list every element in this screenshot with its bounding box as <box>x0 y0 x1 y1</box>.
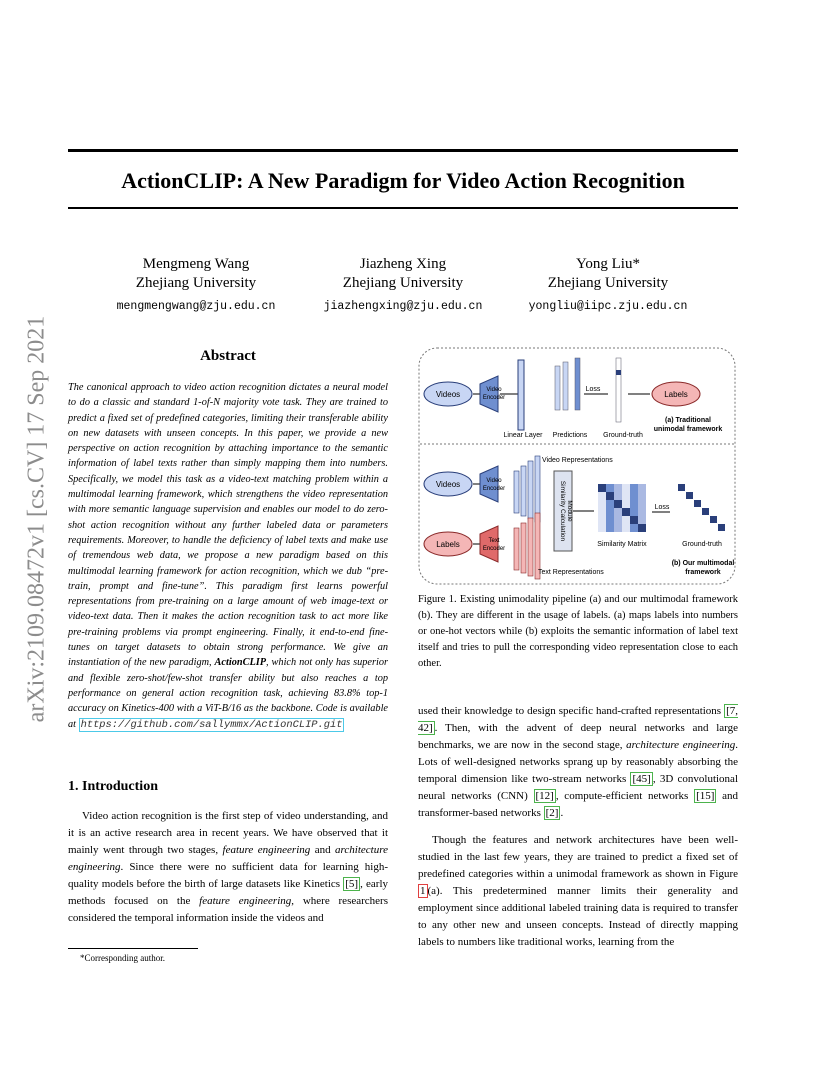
similarity-cell <box>614 524 622 532</box>
similarity-matrix-label: Similarity Matrix <box>597 541 647 548</box>
arxiv-id: arXiv:2109.08472v1 [cs.CV] 17 Sep 2021 <box>23 315 50 723</box>
author-affiliation: Zhejiang University <box>342 275 464 291</box>
abstract-text <box>68 380 388 733</box>
emphasis: feature engineering <box>222 844 311 856</box>
similarity-cell <box>630 508 638 516</box>
ground-truth-cell <box>718 484 725 491</box>
ground-truth-cell <box>702 484 709 491</box>
author-name: Jiazheng Xing <box>359 256 447 272</box>
text-representations-bars <box>514 513 540 579</box>
linear-layer <box>518 360 524 430</box>
videos-label: Videos <box>435 390 461 399</box>
encoder-label: Text <box>488 538 500 544</box>
predictions-label: Predictions <box>552 432 588 439</box>
ground-truth-cell <box>678 524 685 531</box>
emphasis: feature engineering <box>199 895 292 907</box>
ground-truth-cell <box>702 516 709 523</box>
author-2 <box>303 255 503 316</box>
video-encoder-a <box>480 376 498 412</box>
ground-truth-label: Ground-truth <box>603 432 643 439</box>
similarity-cell <box>622 516 630 524</box>
similarity-cell <box>638 524 646 532</box>
similarity-cell <box>598 492 606 500</box>
similarity-cell <box>638 500 646 508</box>
intro-text: , where researchers considered the temporal information inside the videos and <box>68 895 388 924</box>
body-text: . <box>560 807 564 819</box>
loss-label: Loss <box>654 504 670 511</box>
ground-truth-cell <box>718 516 725 523</box>
author-1 <box>96 255 296 316</box>
similarity-cell <box>630 516 638 524</box>
similarity-cell <box>606 508 614 516</box>
abstract-method-name: ActionCLIP <box>214 657 267 669</box>
ground-truth-cell <box>678 516 685 523</box>
author-affiliation: Zhejiang University <box>135 275 257 291</box>
predictions-bars <box>555 358 580 410</box>
text-encoder <box>480 526 498 562</box>
author-name: Yong Liu* <box>576 256 640 272</box>
ground-truth-cell <box>694 500 701 507</box>
emphasis: architecture engineering <box>68 844 388 873</box>
similarity-cell <box>630 500 638 508</box>
ground-truth-cell <box>702 492 709 499</box>
emphasis: architecture engineering <box>626 739 736 751</box>
loss-label: Loss <box>585 386 601 393</box>
similarity-module-label: Module <box>566 500 573 522</box>
footnote-rule <box>68 948 198 949</box>
similarity-cell <box>630 524 638 532</box>
similarity-cell <box>598 508 606 516</box>
ground-truth-cell <box>694 516 701 523</box>
ground-truth-cell <box>686 484 693 491</box>
body-text: , 3D convolutional neural networks (CNN) <box>418 773 738 802</box>
labels-label: Labels <box>664 390 688 399</box>
author-email[interactable]: yongliu@iipc.zju.edu.cn <box>528 300 688 313</box>
labels-label: Labels <box>436 540 460 549</box>
figure-caption: Figure 1. Existing unimodality pipeline (a) and our multimodal framework (b). They are different in the usage of labels. (a) maps labels into numbers or one-hot vectors while (b) exploits the semantic information of label text itself and tries to pull the corresponding video representation close to each other. <box>418 594 738 669</box>
body-text: used their knowledge to design specific hand-crafted representations <box>418 705 725 717</box>
similarity-cell <box>638 484 646 492</box>
similarity-cell <box>614 484 622 492</box>
video-encoder-b <box>480 466 498 502</box>
similarity-cell <box>638 492 646 500</box>
similarity-matrix <box>598 484 646 532</box>
ground-truth-cell <box>710 524 717 531</box>
abstract-part: , which not only has superior and flexible zero-shot/few-shot transfer ability but also reaches a top performance on general action recognition task, achieving 83.8% top-1 accuracy on Kinetics-400 with a ViT-B/16 as the backbone. Code is available at <box>68 657 388 730</box>
ground-truth-cell <box>710 500 717 507</box>
similarity-cell <box>614 508 622 516</box>
similarity-cell <box>638 516 646 524</box>
figure-a-label: (a) Traditional <box>665 417 711 424</box>
footnote: *Corresponding author. <box>80 953 165 963</box>
similarity-cell <box>606 484 614 492</box>
encoder-label: Video <box>486 387 502 393</box>
code-link[interactable]: https://github.com/sallymmx/ActionCLIP.git <box>80 718 343 731</box>
paragraph <box>418 703 738 822</box>
similarity-cell <box>598 500 606 508</box>
videos-label: Videos <box>435 480 461 489</box>
figure-b-label: (b) Our multimodal <box>671 560 735 567</box>
citation-link[interactable]: [15] <box>696 790 715 802</box>
similarity-cell <box>606 492 614 500</box>
similarity-cell <box>606 524 614 532</box>
author-name: Mengmeng Wang <box>142 256 250 272</box>
similarity-cell <box>606 500 614 508</box>
top-rule <box>68 149 738 152</box>
encoder-label: Encoder <box>482 486 506 492</box>
similarity-cell <box>622 484 630 492</box>
ground-truth-vector <box>616 358 621 422</box>
ground-truth-cell <box>686 508 693 515</box>
citation-link[interactable]: [5] <box>345 878 359 890</box>
ground-truth-cell <box>694 484 701 491</box>
abstract-part: The canonical approach to video action recognition dictates a neural model to do a classic and standard 1-of-N majority vote task. They are trained to predict a fixed set of predefined categories, limiting their transferable ability on new datasets with unseen concepts. In this paper, we provide a new perspective on action recognition by attaching importance to the semantic information of label texts rather than simply mapping them into numbers. Specifically, we model this task as a video-text matching problem within a multimodal learning framework, which strengthens the video representation with more semantic language supervision and enables our model to do zero-shot action recognition without any further labeled data or parameters requirements. Moreover, to handle the deficiency of label texts and make use of tremendous web data, we propose a new paradigm based on this multimodal learning framework for action recognition, which we dub “pre-train, prompt and fine-tune”. This paradigm first learns powerful representations from pre-training on a large amount of web image-text or video-text data. Then it makes the action recognition task to act more like pre-training problems via prompt engineering. Finally, it end-to-end fine-tunes on target datasets to obtain strong performance. We give an instantiation of the new paradigm, <box>68 382 388 669</box>
similarity-cell <box>598 516 606 524</box>
citation-link[interactable]: [2] <box>545 807 559 819</box>
ground-truth-cell <box>710 508 717 515</box>
body-text: . Lots of well-designed networks sprang up by reasonably absorbing the temporal dimension like two-stream networks <box>418 739 738 785</box>
similarity-cell <box>614 492 622 500</box>
ground-truth-cell <box>678 508 685 515</box>
similarity-cell <box>606 516 614 524</box>
intro-paragraph <box>68 808 388 927</box>
ground-truth-cell <box>694 508 701 515</box>
similarity-cell <box>622 508 630 516</box>
similarity-cell <box>638 508 646 516</box>
body-text: , compute-efficient networks <box>555 790 695 802</box>
intro-text: . Since there were no sufficient data for learning high-quality models before the birth of large datasets like Kinetics <box>68 861 388 890</box>
author-email[interactable]: mengmengwang@zju.edu.cn <box>116 300 276 313</box>
ground-truth-cell <box>678 500 685 507</box>
ground-truth-cell <box>678 492 685 499</box>
ground-truth-cell <box>678 484 685 491</box>
similarity-cell <box>630 492 638 500</box>
similarity-cell <box>598 524 606 532</box>
ground-truth-cell <box>694 492 701 499</box>
ground-truth-matrix <box>678 484 725 531</box>
paragraph <box>418 832 738 951</box>
ground-truth-cell <box>702 500 709 507</box>
citation-link[interactable]: [7, 42] <box>418 705 738 734</box>
citation-link[interactable]: [45] <box>632 773 651 785</box>
similarity-module-label: Similarity Calculation <box>559 480 566 542</box>
author-3 <box>508 255 708 316</box>
ground-truth-label: Ground-truth <box>682 541 722 548</box>
similarity-cell <box>622 500 630 508</box>
abstract-heading: Abstract <box>200 348 256 364</box>
ground-truth-cell <box>702 508 709 515</box>
ground-truth-cell <box>710 516 717 523</box>
ground-truth-cell <box>686 524 693 531</box>
ground-truth-cell <box>718 524 725 531</box>
encoder-label: Encoder <box>482 546 506 552</box>
ground-truth-cell <box>710 492 717 499</box>
citation-link[interactable]: [12] <box>535 790 554 802</box>
intro-text: and <box>310 844 336 856</box>
encoder-label: Video <box>486 478 502 484</box>
ground-truth-cell <box>686 492 693 499</box>
similarity-cell <box>598 484 606 492</box>
body-text: (a). This predetermined manner limits their generality and employment since additional labeled training data is required to transfer to any other new and unseen concepts. Instead of directly mapping labels to numbers like traditional works, learning from the <box>418 885 738 948</box>
author-email[interactable]: jiazhengxing@zju.edu.cn <box>323 300 483 313</box>
similarity-cell <box>622 524 630 532</box>
video-representations-bars <box>514 456 540 522</box>
intro-text: , early methods focused on the <box>68 878 388 907</box>
ground-truth-cell <box>718 492 725 499</box>
arxiv-watermark <box>22 284 52 754</box>
figure-diagram <box>418 346 738 586</box>
video-representations-label: Video Representations <box>542 457 613 464</box>
ground-truth-cell <box>718 508 725 515</box>
intro-text: Video action recognition is the first step of video understanding, and it is an active research area in recent years. We have observed that it mainly went through two stages, <box>68 810 388 856</box>
author-affiliation: Zhejiang University <box>547 275 669 291</box>
ground-truth-cell <box>686 500 693 507</box>
text-representations-label: Text Representations <box>538 569 604 576</box>
figure-link[interactable]: 1 <box>420 885 426 897</box>
right-column-text <box>418 703 738 961</box>
title-bottom-rule <box>68 207 738 209</box>
ground-truth-cell <box>694 524 701 531</box>
ground-truth-cell <box>686 516 693 523</box>
linear-layer-label: Linear Layer <box>503 432 543 439</box>
paper-title: ActionCLIP: A New Paradigm for Video Action Recognition <box>121 168 685 193</box>
similarity-cell <box>614 516 622 524</box>
figure-b-label: framework <box>685 569 721 576</box>
encoder-label: Encoder <box>482 395 506 401</box>
figure-1 <box>418 346 738 586</box>
figure-a-label: unimodal framework <box>653 426 723 433</box>
ground-truth-cell <box>718 500 725 507</box>
body-text: . Then, with the advent of deep neural networks and large benchmarks, we are now in the second stage, <box>418 722 738 751</box>
section-heading: 1. Introduction <box>68 779 158 794</box>
ground-truth-cell <box>702 524 709 531</box>
ground-truth-cell <box>710 484 717 491</box>
similarity-cell <box>630 484 638 492</box>
body-text: Though the features and network architectures have been well-studied in the last few years, they are trained to predict a fixed set of predefined categories within a unimodal framework as shown in Figure <box>418 834 738 880</box>
body-text: and transformer-based networks <box>418 790 738 819</box>
similarity-cell <box>614 500 622 508</box>
similarity-cell <box>622 492 630 500</box>
